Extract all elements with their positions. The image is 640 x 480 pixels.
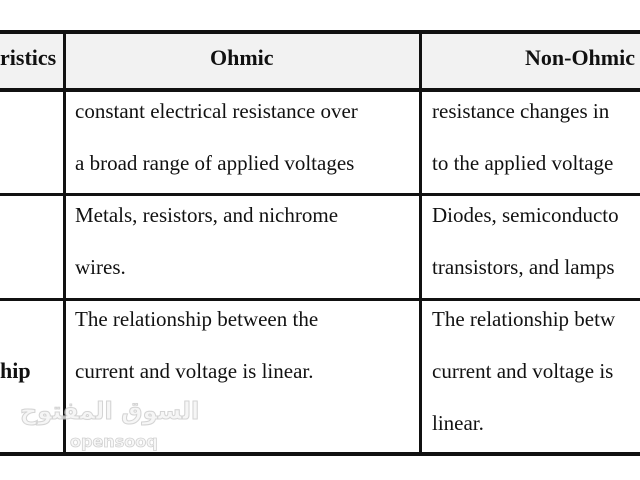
header-ohmic: Ohmic: [210, 45, 274, 70]
row-1-ohmic-line-2: a broad range of applied voltages: [75, 151, 355, 175]
row-1-non-ohmic-line-2: to the applied voltage: [432, 151, 614, 175]
row-2-ohmic-line-1: Metals, resistors, and nichrome: [75, 203, 339, 227]
row-2-non-ohmic-line-2: transistors, and lamps: [432, 255, 615, 279]
header-non-ohmic: Non-Ohmic: [525, 45, 635, 70]
watermark-latin-text: opensooq: [70, 432, 158, 451]
row-2-non-ohmic-line-1: Diodes, semiconducto: [432, 203, 619, 227]
row-3-label-fragment: hip: [0, 358, 31, 383]
row-3-ohmic-line-2: current and voltage is linear.: [75, 359, 314, 383]
row-2-ohmic-line-2: wires.: [75, 255, 126, 279]
ohmic-comparison-table: [0, 30, 640, 456]
column-divider-middle: [419, 34, 422, 456]
row-3-ohmic-line-1: The relationship between the: [75, 307, 319, 331]
column-divider-left: [63, 34, 66, 456]
watermark-arabic-text: السوق المفتوح: [20, 397, 200, 425]
row-3-non-ohmic-line-3: linear.: [432, 411, 484, 435]
row-1-non-ohmic-line-1: resistance changes in: [432, 99, 610, 123]
header-characteristics: ristics: [0, 45, 57, 70]
row-1-ohmic-line-1: constant electrical resistance over: [75, 99, 358, 123]
row-3-non-ohmic-line-2: current and voltage is: [432, 359, 614, 383]
row-3-non-ohmic-line-1: The relationship betw: [432, 307, 616, 331]
